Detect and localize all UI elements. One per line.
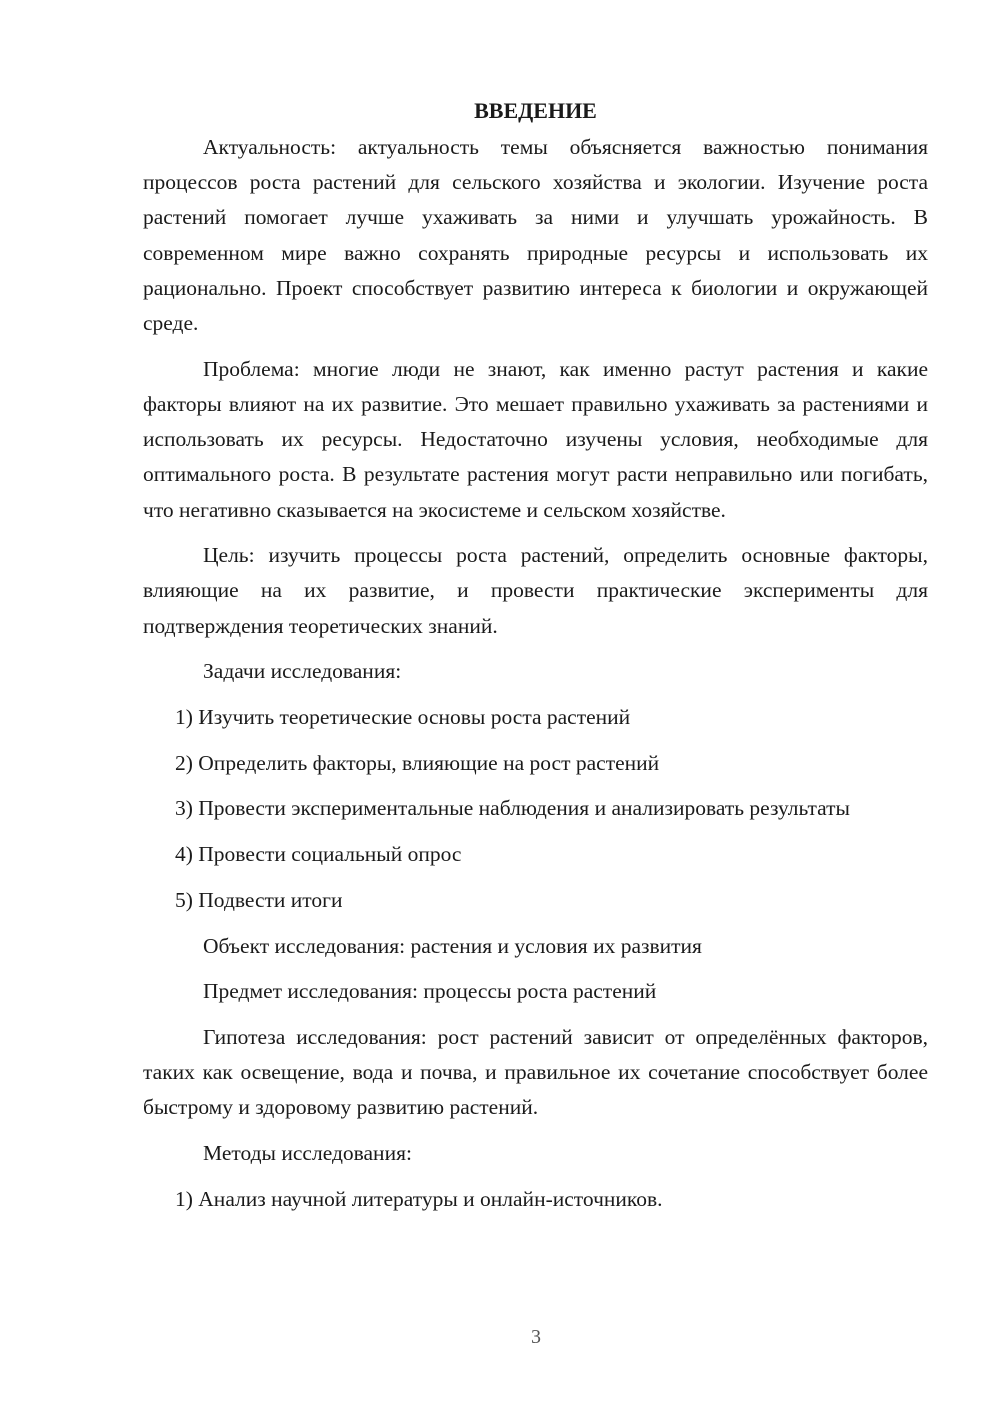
subject-paragraph: Предмет исследования: процессы роста растений [203, 979, 657, 1004]
page-number: 3 [531, 1326, 541, 1348]
document-page [143, 96, 928, 1217]
hypothesis-paragraph: Гипотеза исследования: рост растений зависит от определённых факторов, таких как освещение, вода и почва, и правильное их сочетание способствует более быстрому и здоровому развитию растений. [143, 1024, 928, 1120]
problem-paragraph: Проблема: многие люди не знают, как именно растут растения и какие факторы влияют на их развитие. Это мешает правильно ухаживать за растениями и использовать их ресурсы. Недостаточно изучены условия, необходимые для оптимального роста. В результате растения могут расти неправильно или погибать, что негативно сказывается на экосистеме и сельском хозяйстве. [143, 356, 928, 522]
object-paragraph: Объект исследования: растения и условия их развития [203, 933, 702, 958]
method-item-1: 1) Анализ научной литературы и онлайн-источников. [175, 1186, 663, 1211]
task-item-1: 1) Изучить теоретические основы роста растений [175, 705, 631, 730]
task-item-3: 3) Провести экспериментальные наблюдения и анализировать результаты [175, 796, 851, 821]
goal-paragraph: Цель: изучить процессы роста растений, определить основные факторы, влияющие на их развитие, и провести практические эксперименты для подтверждения теоретических знаний. [143, 543, 928, 638]
task-item-2: 2) Определить факторы, влияющие на рост растений [175, 750, 660, 775]
task-item-4: 4) Провести социальный опрос [175, 842, 462, 867]
relevance-paragraph: Актуальность: актуальность темы объясняется важностью понимания процессов роста растений для сельского хозяйства и экологии. Изучение роста растений помогает лучше ухаживать за ними и улучшать урожайность. В современном мире важно сохранять природные ресурсы и использовать их рационально. Проект способствует развитию интереса к биологии и окружающей среде. [143, 135, 928, 336]
tasks-heading: Задачи исследования: [203, 659, 402, 684]
methods-heading: Методы исследования: [203, 1141, 412, 1166]
section-title: ВВЕДЕНИЕ [474, 98, 597, 123]
task-item-5: 5) Подвести итоги [175, 887, 343, 912]
